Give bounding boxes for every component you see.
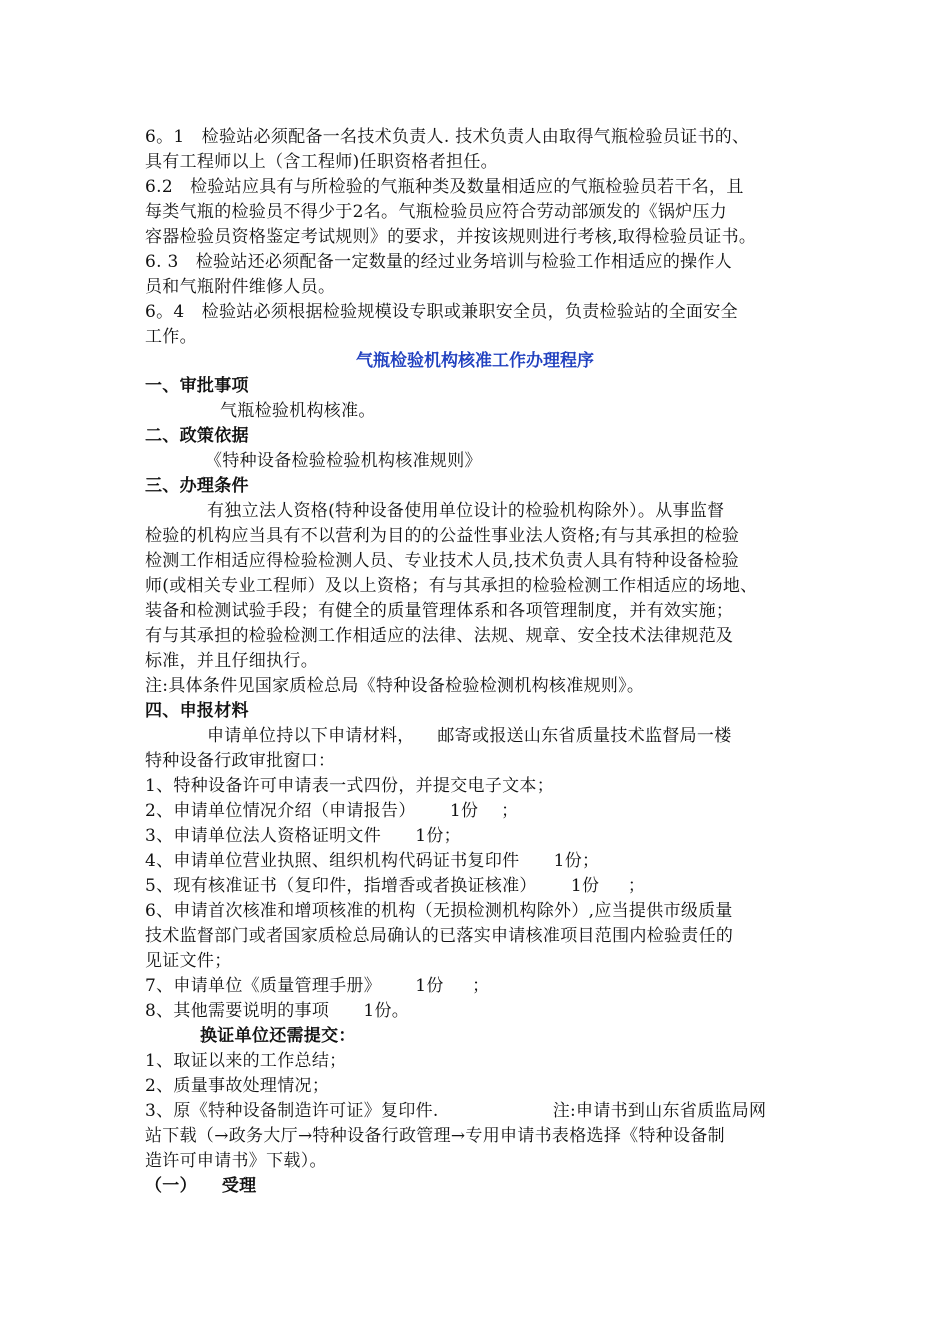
text-line: 6. 3 检验站还必须配备一定数量的经过业务培训与检验工作相适应的操作人 (145, 252, 733, 272)
text-line: 注:具体条件见国家质检总局《特种设备检验检测机构核准规则》。 (145, 676, 645, 696)
text-line: 装备和检测试验手段；有健全的质量管理体系和各项管理制度，并有效实施； (145, 601, 734, 621)
text-line: 气瓶检验机构核准。 (220, 401, 376, 421)
list-item: 4、申请单位营业执照、组织机构代码证书复印件 1份； (145, 851, 600, 871)
document-title: 气瓶检验机构核准工作办理程序 (356, 351, 594, 371)
list-item: 3、申请单位法人资格证明文件 1份； (145, 826, 461, 846)
list-item: 1、特种设备许可申请表一式四份，并提交电子文本； (145, 776, 555, 796)
text-line: 造许可申请书》下载）。 (145, 1151, 327, 1171)
list-item: 5、现有核准证书（复印件，指增香或者换证核准） 1份 ； (145, 876, 646, 896)
text-line: 每类气瓶的检验员不得少于2名。气瓶检验员应符合劳动部颁发的《锅炉压力 (145, 202, 728, 222)
section-heading: 一、审批事项 (145, 376, 249, 396)
text-line: 申请单位持以下申请材料， 邮寄或报送山东省质量技术监督局一楼 (207, 726, 732, 746)
section-heading: 二、政策依据 (145, 426, 249, 446)
text-line: 站下载（→政务大厅→特种设备行政管理→专用申请书表格选择《特种设备制 (145, 1126, 725, 1146)
text-line: 检测工作相适应得检验检测人员、专业技术人员,技术负责人具有特种设备检验 (145, 551, 739, 571)
text-line: 员和气瓶附件维修人员。 (145, 277, 336, 297)
text-line: 特种设备行政审批窗口： (145, 751, 336, 771)
text-line: 6.2 检验站应具有与所检验的气瓶种类及数量相适应的气瓶检验员若干名，且 (145, 177, 744, 197)
sub-heading: （一） 受理 (145, 1176, 257, 1196)
list-item: 6、申请首次核准和增项核准的机构（无损检测机构除外）,应当提供市级质量 (145, 901, 733, 921)
text-line: 技术监督部门或者国家质检总局确认的已落实申请核准项目范围内检验责任的 (145, 926, 734, 946)
text-line: 师(或相关专业工程师）及以上资格；有与其承担的检验检测工作相适应的场地、 (145, 576, 758, 596)
text-line: 标准，并且仔细执行。 (145, 651, 318, 671)
text-line: 具有工程师以上（含工程师)任职资格者担任。 (145, 152, 498, 172)
text-line: 《特种设备检验检验机构核准规则》 (205, 451, 482, 471)
section-heading: 四、申报材料 (145, 701, 249, 721)
text-line: 容器检验员资格鉴定考试规则》的要求，并按该规则进行考核,取得检验员证书。 (145, 227, 757, 247)
text-line: 工作。 (145, 327, 197, 347)
list-item: 7、申请单位《质量管理手册》 1份 ； (145, 976, 490, 996)
text-line: 见证文件； (145, 951, 232, 971)
sub-heading: 换证单位还需提交： (200, 1026, 356, 1046)
list-item: 8、其他需要说明的事项 1份。 (145, 1001, 410, 1021)
list-item: 3、原《特种设备制造许可证》复印件. 注:申请书到山东省质监局网 (145, 1101, 767, 1121)
text-line: 有与其承担的检验检测工作相适应的法律、法规、规章、安全技术法律规范及 (145, 626, 734, 646)
section-heading: 三、办理条件 (145, 476, 249, 496)
text-line: 检验的机构应当具有不以营利为目的的公益性事业法人资格;有与其承担的检验 (145, 526, 740, 546)
list-item: 2、质量事故处理情况； (145, 1076, 330, 1096)
list-item: 1、取证以来的工作总结； (145, 1051, 347, 1071)
text-line: 6。4 检验站必须根据检验规模设专职或兼职安全员，负责检验站的全面安全 (145, 302, 738, 322)
list-item: 2、申请单位情况介绍（申请报告） 1份 ； (145, 801, 519, 821)
text-line: 6。1 检验站必须配备一名技术负责人. 技术负责人由取得气瓶检验员证书的、 (145, 127, 750, 147)
text-line: 有独立法人资格(特种设备使用单位设计的检验机构除外）。从事监督 (207, 501, 725, 521)
